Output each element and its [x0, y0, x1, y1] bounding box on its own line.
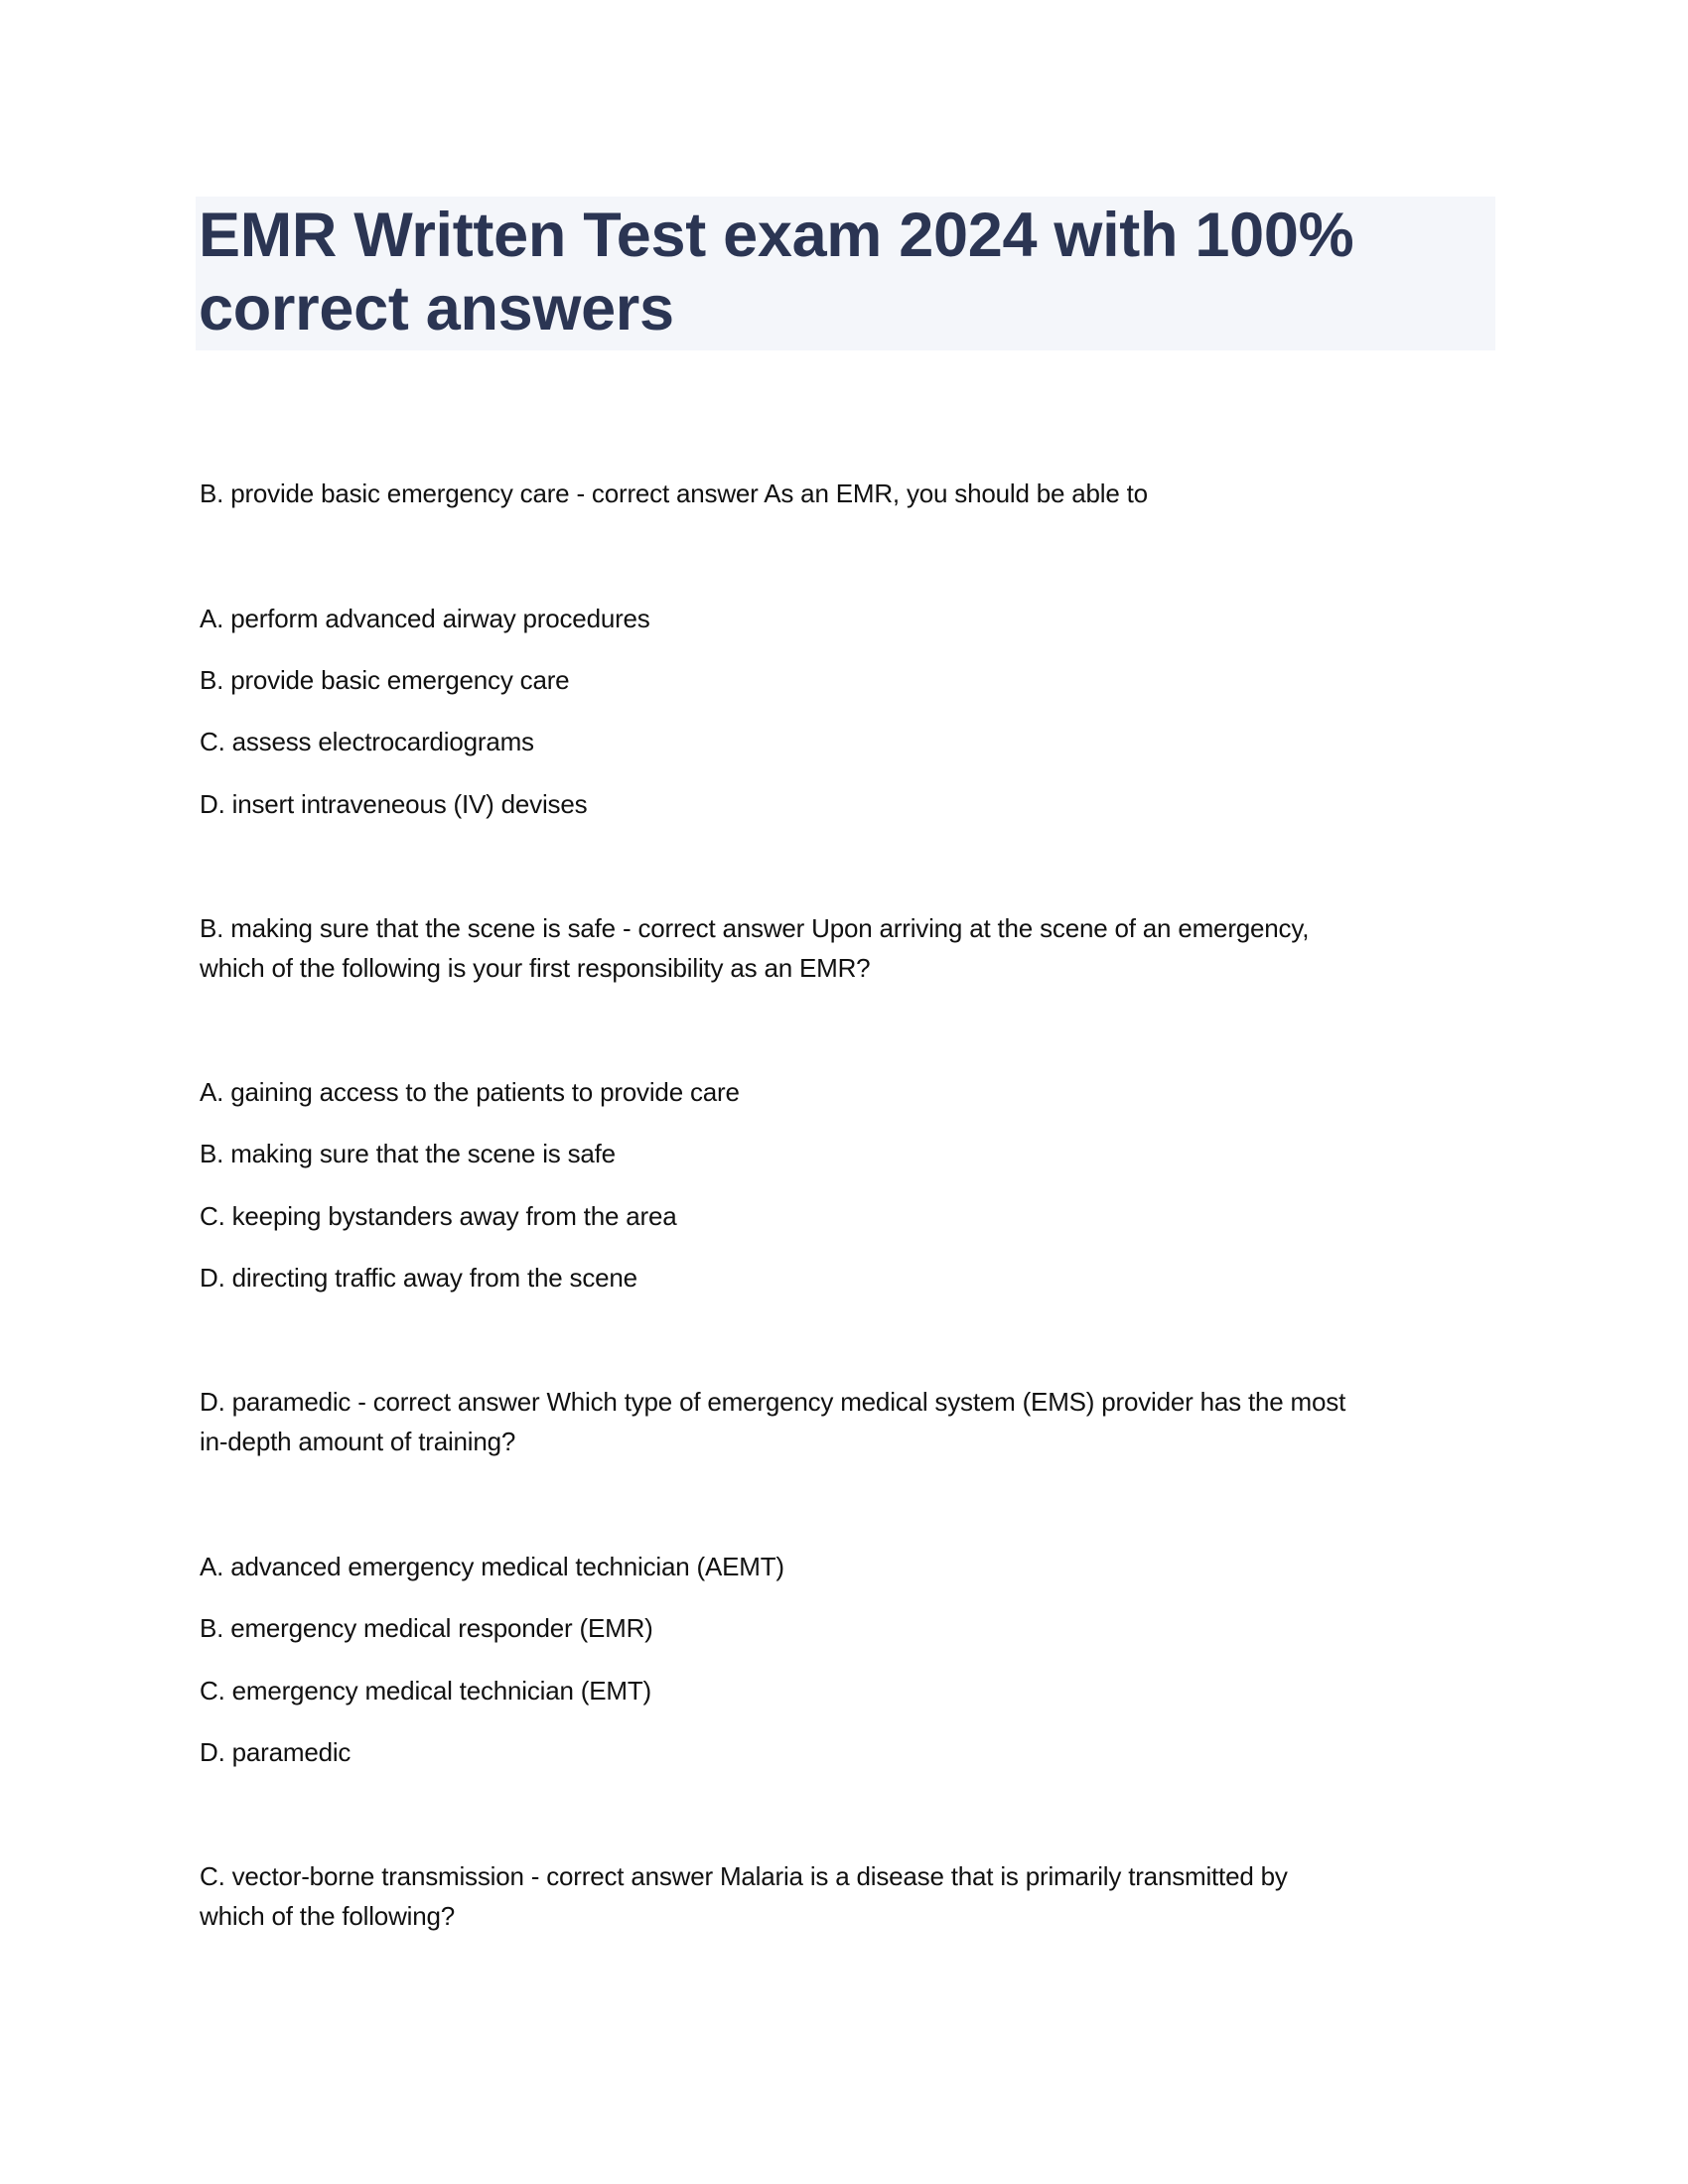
question-2-prompt-continued: which of the following is your first responsibility as an EMR? [200, 953, 871, 983]
document-title: EMR Written Test exam 2024 with 100% correct answers [199, 201, 1354, 343]
question-2-answer-and-prompt: B. making sure that the scene is safe - correct answer Upon arriving at the scene of an emergency, [200, 913, 1310, 943]
question-4-prompt-continued: which of the following? [200, 1901, 455, 1931]
question-3-prompt-continued: in-depth amount of training? [200, 1427, 516, 1456]
question-3-option-a: A. advanced emergency medical technician (AEMT) [200, 1552, 784, 1581]
question-3-option-c: C. emergency medical technician (EMT) [200, 1676, 651, 1706]
question-2-option-c: C. keeping bystanders away from the area [200, 1201, 677, 1231]
question-3-answer-and-prompt: D. paramedic - correct answer Which type of emergency medical system (EMS) provider has the most [200, 1387, 1346, 1417]
question-2-option-b: B. making sure that the scene is safe [200, 1139, 616, 1168]
question-4-answer-and-prompt: C. vector-borne transmission - correct answer Malaria is a disease that is primarily transmitted by [200, 1861, 1288, 1891]
question-3-option-b: B. emergency medical responder (EMR) [200, 1613, 653, 1643]
question-2-option-a: A. gaining access to the patients to provide care [200, 1077, 740, 1107]
question-1-option-c: C. assess electrocardiograms [200, 727, 534, 756]
question-1-answer-and-prompt: B. provide basic emergency care - correct answer As an EMR, you should be able to [200, 478, 1148, 508]
question-1-option-d: D. insert intraveneous (IV) devises [200, 789, 588, 819]
question-1-option-a: A. perform advanced airway procedures [200, 604, 650, 633]
question-3-option-d: D. paramedic [200, 1737, 352, 1767]
question-2-option-d: D. directing traffic away from the scene [200, 1263, 637, 1293]
question-1-option-b: B. provide basic emergency care [200, 665, 570, 695]
